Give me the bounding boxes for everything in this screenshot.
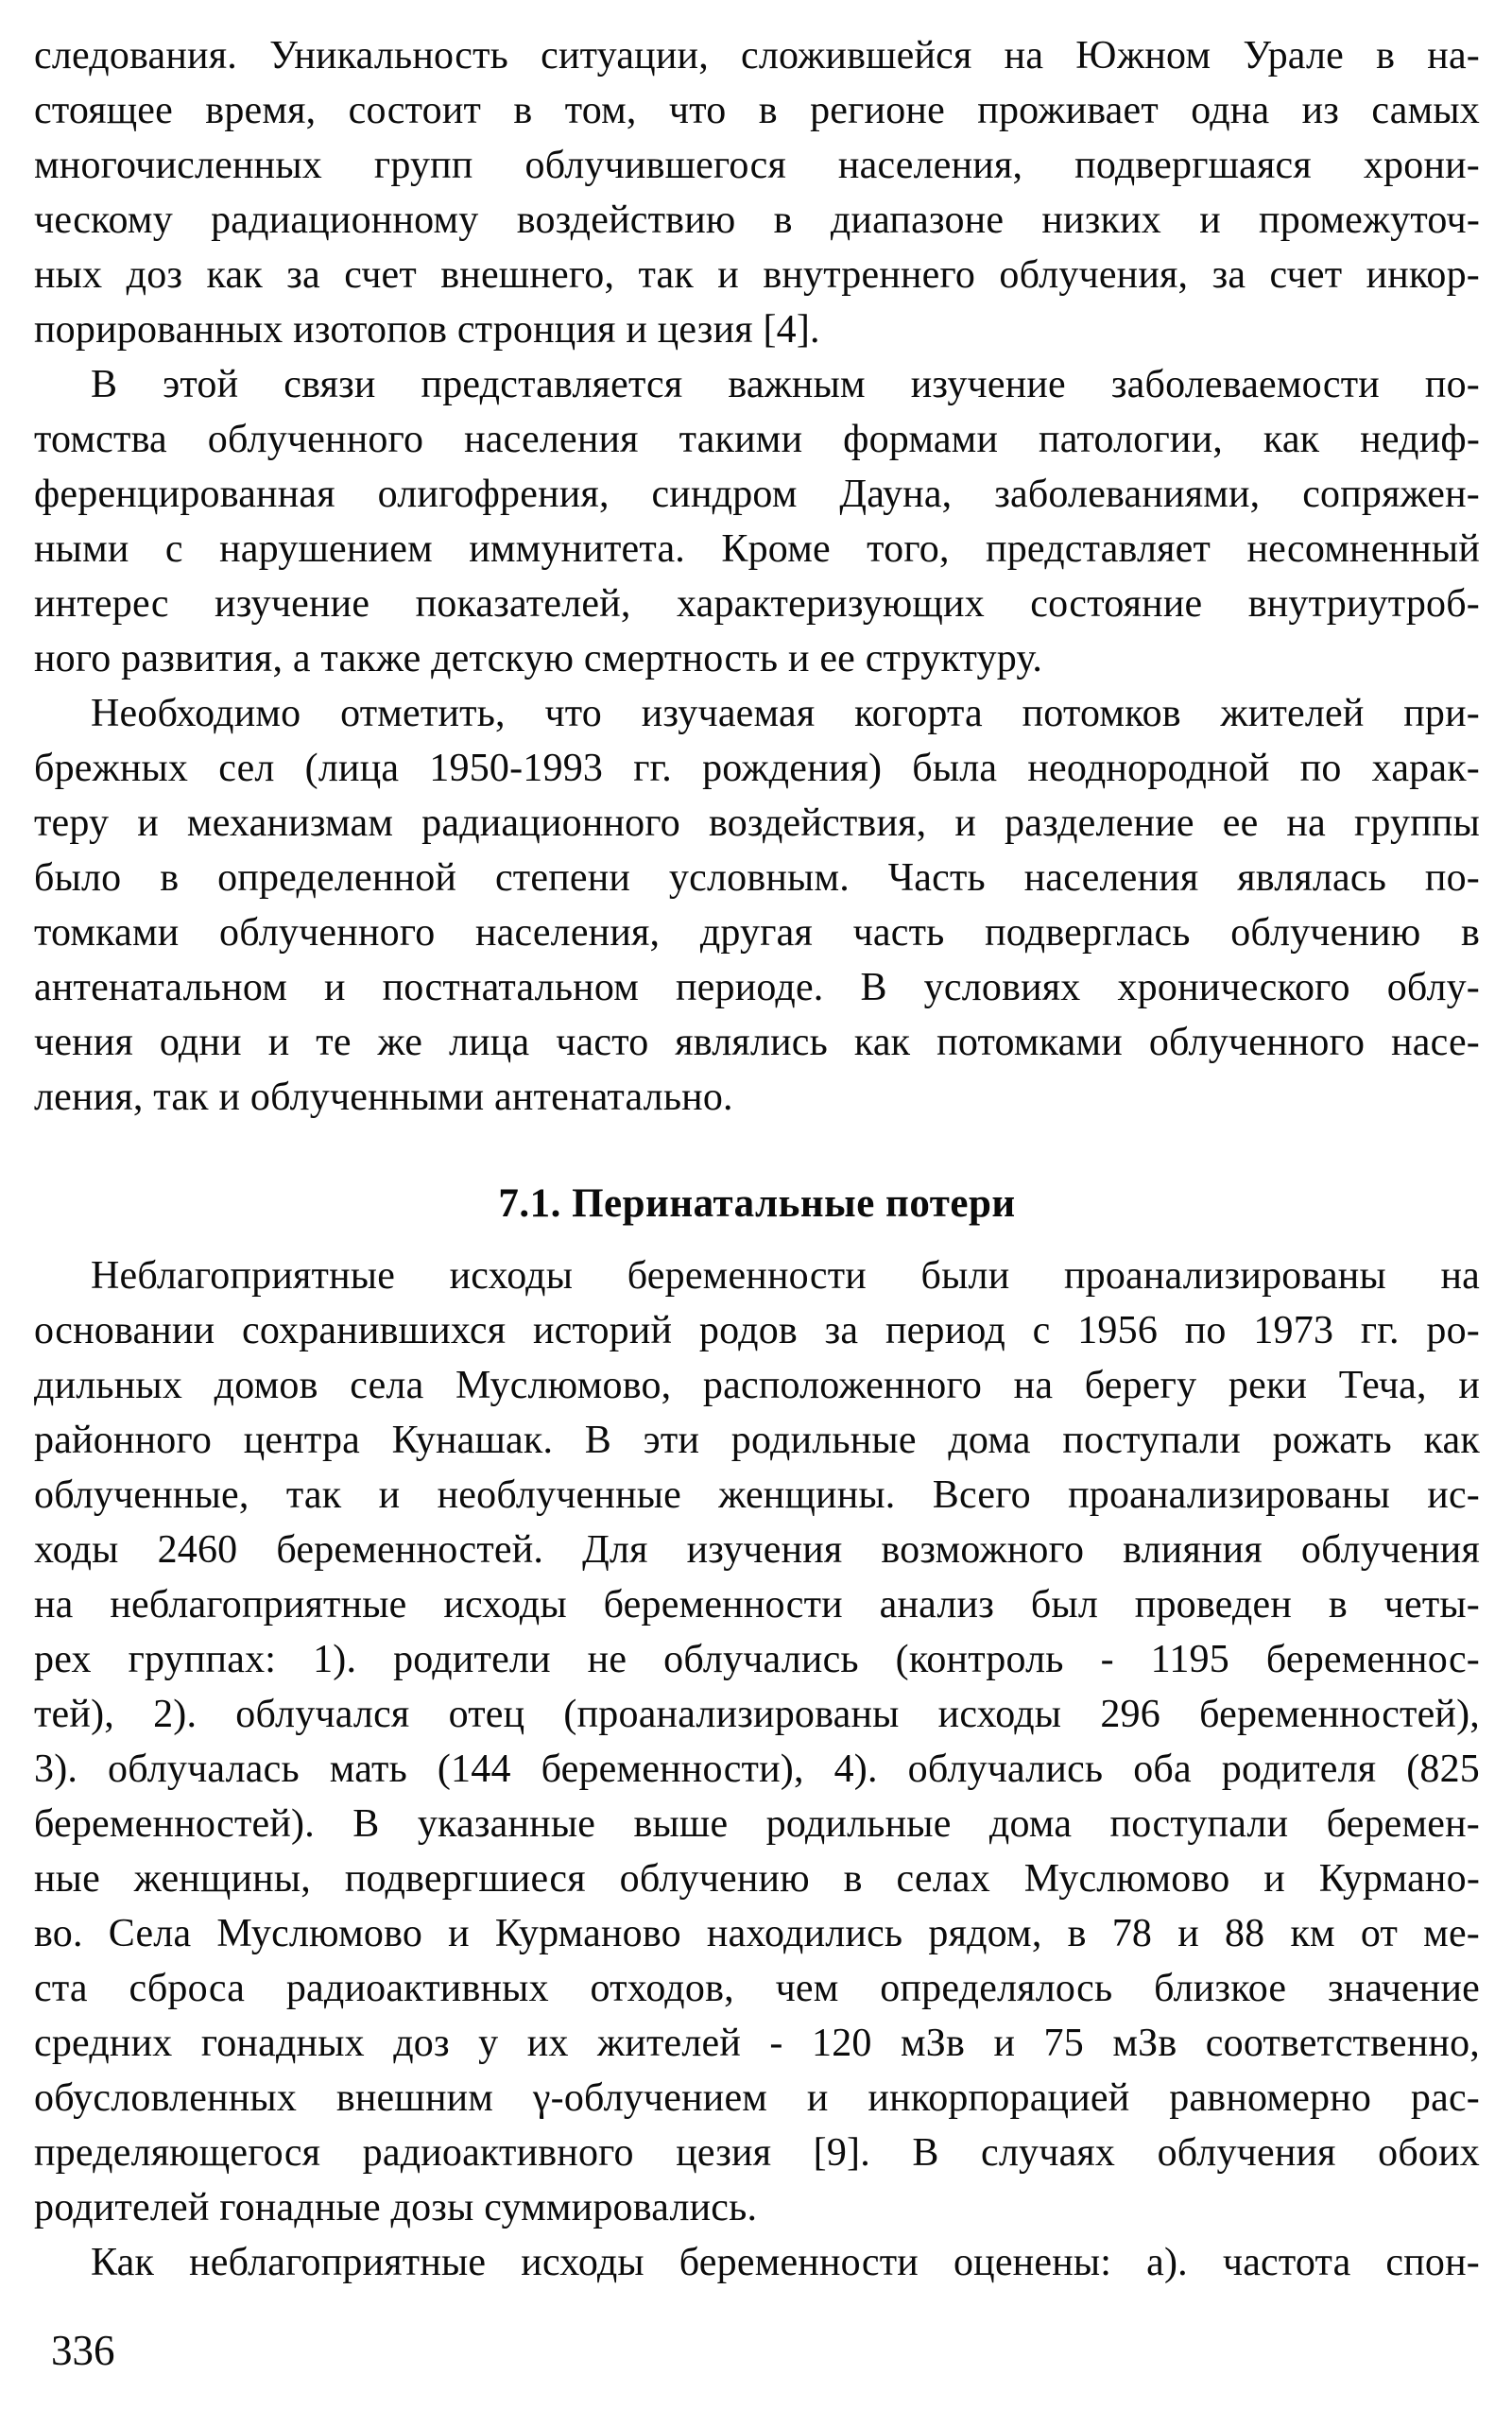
text-line: ста сброса радиоактивных отходов, чем определялось близкое значение [34,1967,1480,2010]
text-line: на неблагоприятные исходы беременности анализ был проведен в четы- [34,1583,1480,1627]
text-line: брежных сел (лица 1950-1993 гг. рождения) была неоднородной по харак- [34,747,1480,790]
text-line: 3). облучалась мать (144 беременности), 4). облучались оба родителя (825 [34,1747,1480,1791]
text-line: ференцированная олигофрения, синдром Дауна, заболеваниями, сопряжен- [34,473,1480,516]
text-line: ления, так и облученными антенатально. [34,1076,733,1119]
text-line: дильных домов села Муслюмово, расположенного на берегу реки Теча, и [34,1364,1480,1407]
text-line: облученные, так и необлученные женщины. Всего проанализированы ис- [34,1473,1480,1517]
text-line: беременностей). В указанные выше родильные дома поступали беремен- [34,1802,1480,1846]
text-line: теру и механизмам радиационного воздействия, и разделение ее на группы [34,801,1480,845]
section-heading: 7.1. Перинатальные потери [498,1181,1016,1226]
text-line: интерес изучение показателей, характеризующих состояние внутриутроб- [34,582,1480,626]
text-line: ными с нарушением иммунитета. Кроме того, представляет несомненный [34,527,1480,571]
paragraph-pregnancy-outcomes [34,1248,1480,2235]
text-line: Неблагоприятные исходы беременности были проанализированы на [91,1254,1480,1298]
text-line: следования. Уникальность ситуации, сложившейся на Южном Урале в на- [34,34,1480,77]
text-line: ческому радиационному воздействию в диапазоне низких и промежуточ- [34,198,1480,242]
text-line: томками облученного населения, другая часть подверглась облучению в [34,911,1480,955]
body-text-block [34,28,1480,2290]
text-line: ных доз как за счет внешнего, так и внутреннего облучения, за счет инкор- [34,253,1480,297]
text-line: многочисленных групп облучившегося населения, подвергшаяся хрони- [34,144,1480,187]
text-line: во. Села Муслюмово и Курманово находились рядом, в 78 и 88 км от ме- [34,1912,1480,1955]
text-line: порированных изотопов стронция и цезия [4]. [34,308,820,352]
text-line: Как неблагоприятные исходы беременности оценены: а). частота спон- [91,2241,1480,2284]
paragraph-outcome-criteria-start [34,2235,1480,2290]
text-line: тей), 2). облучался отец (проанализированы исходы 296 беременностей), [34,1693,1480,1736]
text-line: было в определенной степени условным. Часть населения являлась по- [34,856,1480,900]
text-line: пределяющегося радиоактивного цезия [9]. В случаях облучения обоих [34,2131,1480,2175]
text-line: томства облученного населения такими формами патологии, как недиф- [34,418,1480,461]
text-line: В этой связи представляется важным изучение заболеваемости по- [91,363,1480,406]
text-line: ные женщины, подвергшиеся облучению в селах Муслюмово и Курмано- [34,1857,1480,1901]
page-number: 336 [51,2327,115,2374]
text-line: обусловленных внешним γ-облучением и инкорпорацией равномерно рас- [34,2076,1480,2120]
paragraph-cohort-description [34,686,1480,1125]
text-line: рех группах: 1). родители не облучались (контроль - 1195 беременнос- [34,1638,1480,1681]
text-line: ного развития, а также детскую смертность и ее структуру. [34,637,1043,680]
text-line: стоящее время, состоит в том, что в регионе проживает одна из самых [34,89,1480,132]
paragraph-continuation [34,28,1480,357]
text-line: районного центра Кунашак. В эти родильные дома поступали рожать как [34,1419,1480,1462]
text-line: ходы 2460 беременностей. Для изучения возможного влияния облучения [34,1528,1480,1572]
paragraph-disease-study [34,357,1480,686]
text-line: чения одни и те же лица часто являлись как потомками облученного насе- [34,1021,1480,1064]
text-line: родителей гонадные дозы суммировались. [34,2186,758,2229]
text-line: антенатальном и постнатальном периоде. В условиях хронического облу- [34,966,1480,1009]
text-line: Необходимо отметить, что изучаемая когорта потомков жителей при- [91,692,1480,735]
text-line: средних гонадных доз у их жителей - 120 мЗв и 75 мЗв соответственно, [34,2022,1480,2065]
text-line: основании сохранившихся историй родов за период с 1956 по 1973 гг. ро- [34,1309,1480,1352]
